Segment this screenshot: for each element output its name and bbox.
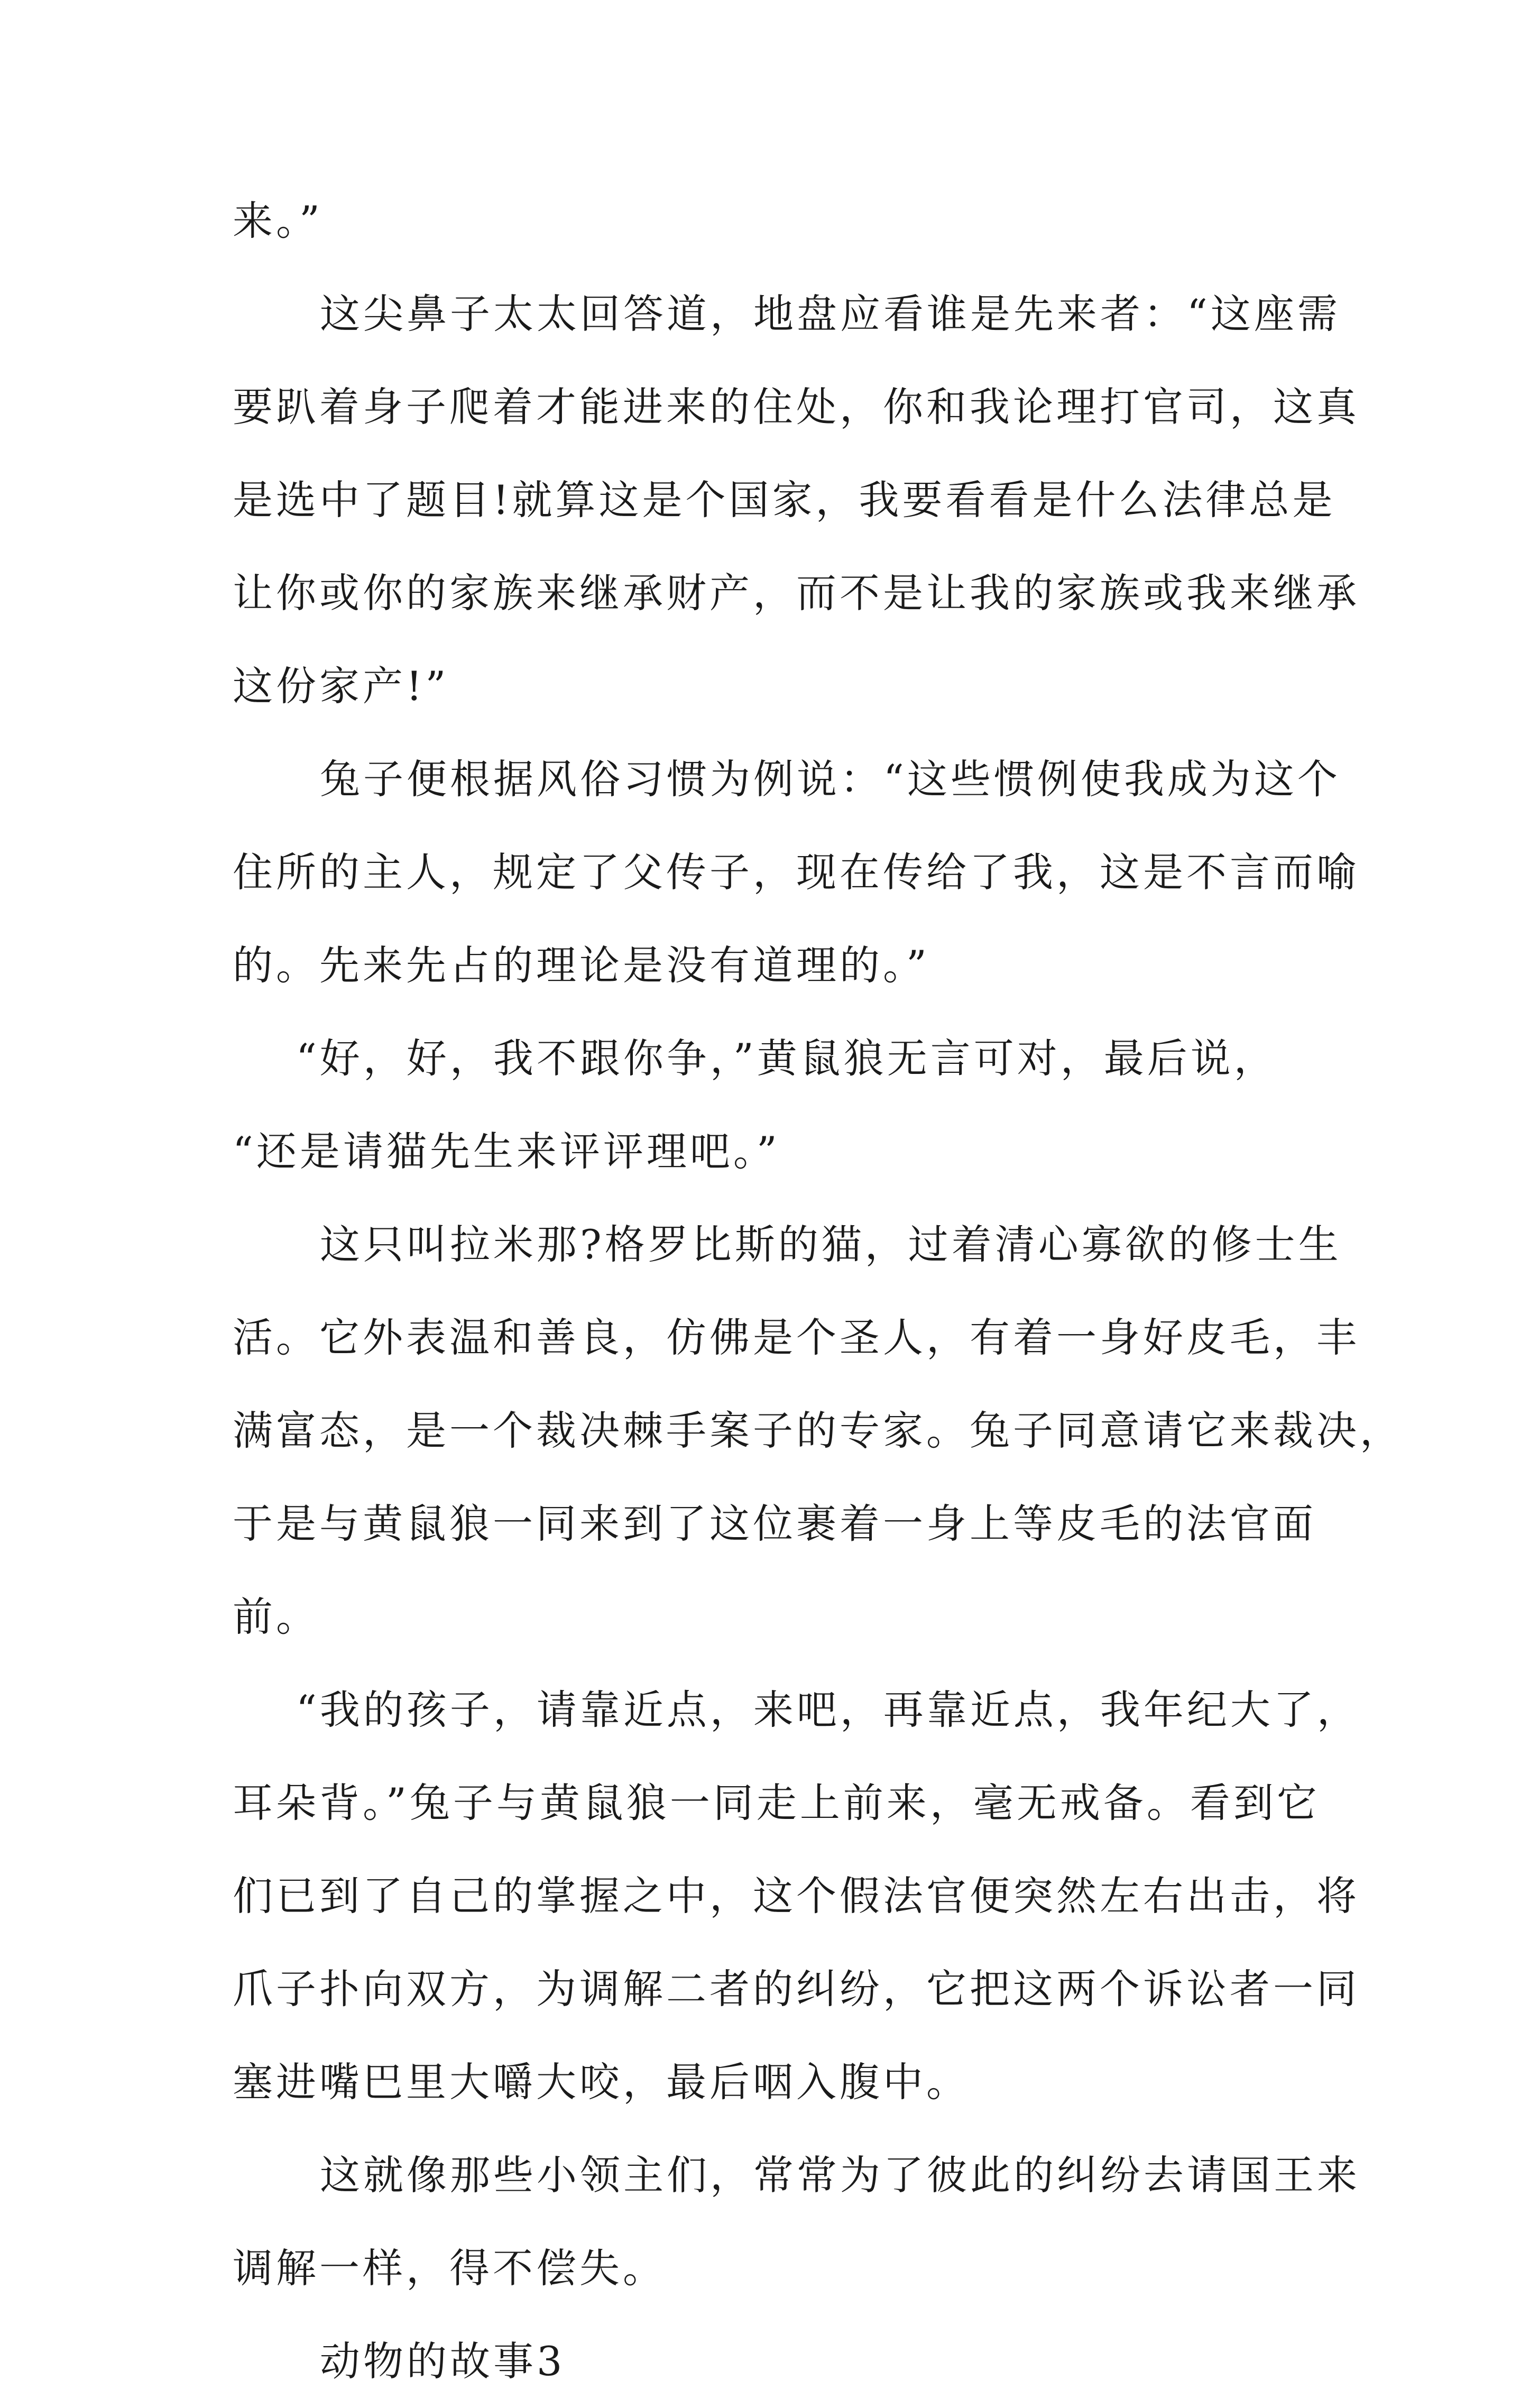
text-line: 耳朵背。”兔子与黄鼠狼一同走上前来，毫无戒备。看到它 [233,1779,1320,1826]
text-line: 让你或你的家族来继承财产，而不是让我的家族或我来继承 [233,569,1360,617]
text-line: 前。 [233,1593,319,1640]
text-line: 这份家产!” [233,663,449,710]
paragraph-start-line: 这尖鼻子太太回答道，地盘应看谁是先来者：“这座需 [320,290,1341,337]
story-text [233,174,1403,2408]
text-line: 们已到了自己的掌握之中，这个假法官便突然左右出击，将 [233,1872,1360,1919]
paragraph-start-line: 这只叫拉米那?格罗比斯的猫，过着清心寡欲的修士生 [320,1221,1342,1268]
text-line: 来。” [233,197,323,244]
paragraph-start-line: 兔子便根据风俗习惯为例说：“这些惯例使我成为这个 [320,756,1341,803]
text-line: 爪子扑向双方，为调解二者的纠纷，它把这两个诉讼者一同 [233,1965,1360,2012]
text-line: 调解一样，得不偿失。 [233,2245,666,2292]
text-line: “还是请猫先生来评评理吧。” [233,1128,780,1175]
paragraph-start-line: 这就像那些小领主们，常常为了彼此的纠纷去请国王来 [320,2152,1360,2199]
text-line: 要趴着身子爬着才能进来的住处，你和我论理打官司，这真 [233,383,1360,430]
text-line: 活。它外表温和善良，仿佛是个圣人，有着一身好皮毛，丰 [233,1314,1360,1361]
text-line: 是选中了题目!就算这是个国家，我要看看是什么法律总是 [233,476,1336,523]
text-line: 满富态，是一个裁决棘手案子的专家。兔子同意请它来裁决， [233,1407,1403,1454]
text-line: 住所的主人，规定了父传子，现在传给了我，这是不言而喻 [233,849,1360,896]
paragraph-start-line: “我的孩子，请靠近点，来吧，再靠近点，我年纪大了， [296,1686,1360,1733]
section-heading: 动物的故事3 [320,2338,566,2385]
text-line: 于是与黄鼠狼一同来到了这位裹着一身上等皮毛的法官面 [233,1500,1316,1547]
text-line: 塞进嘴巴里大嚼大咬，最后咽入腹中。 [233,2058,970,2106]
text-line: 的。先来先占的理论是没有道理的。” [233,942,930,989]
paragraph-start-line: “好，好，我不跟你争，”黄鼠狼无言可对，最后说， [296,1035,1277,1082]
